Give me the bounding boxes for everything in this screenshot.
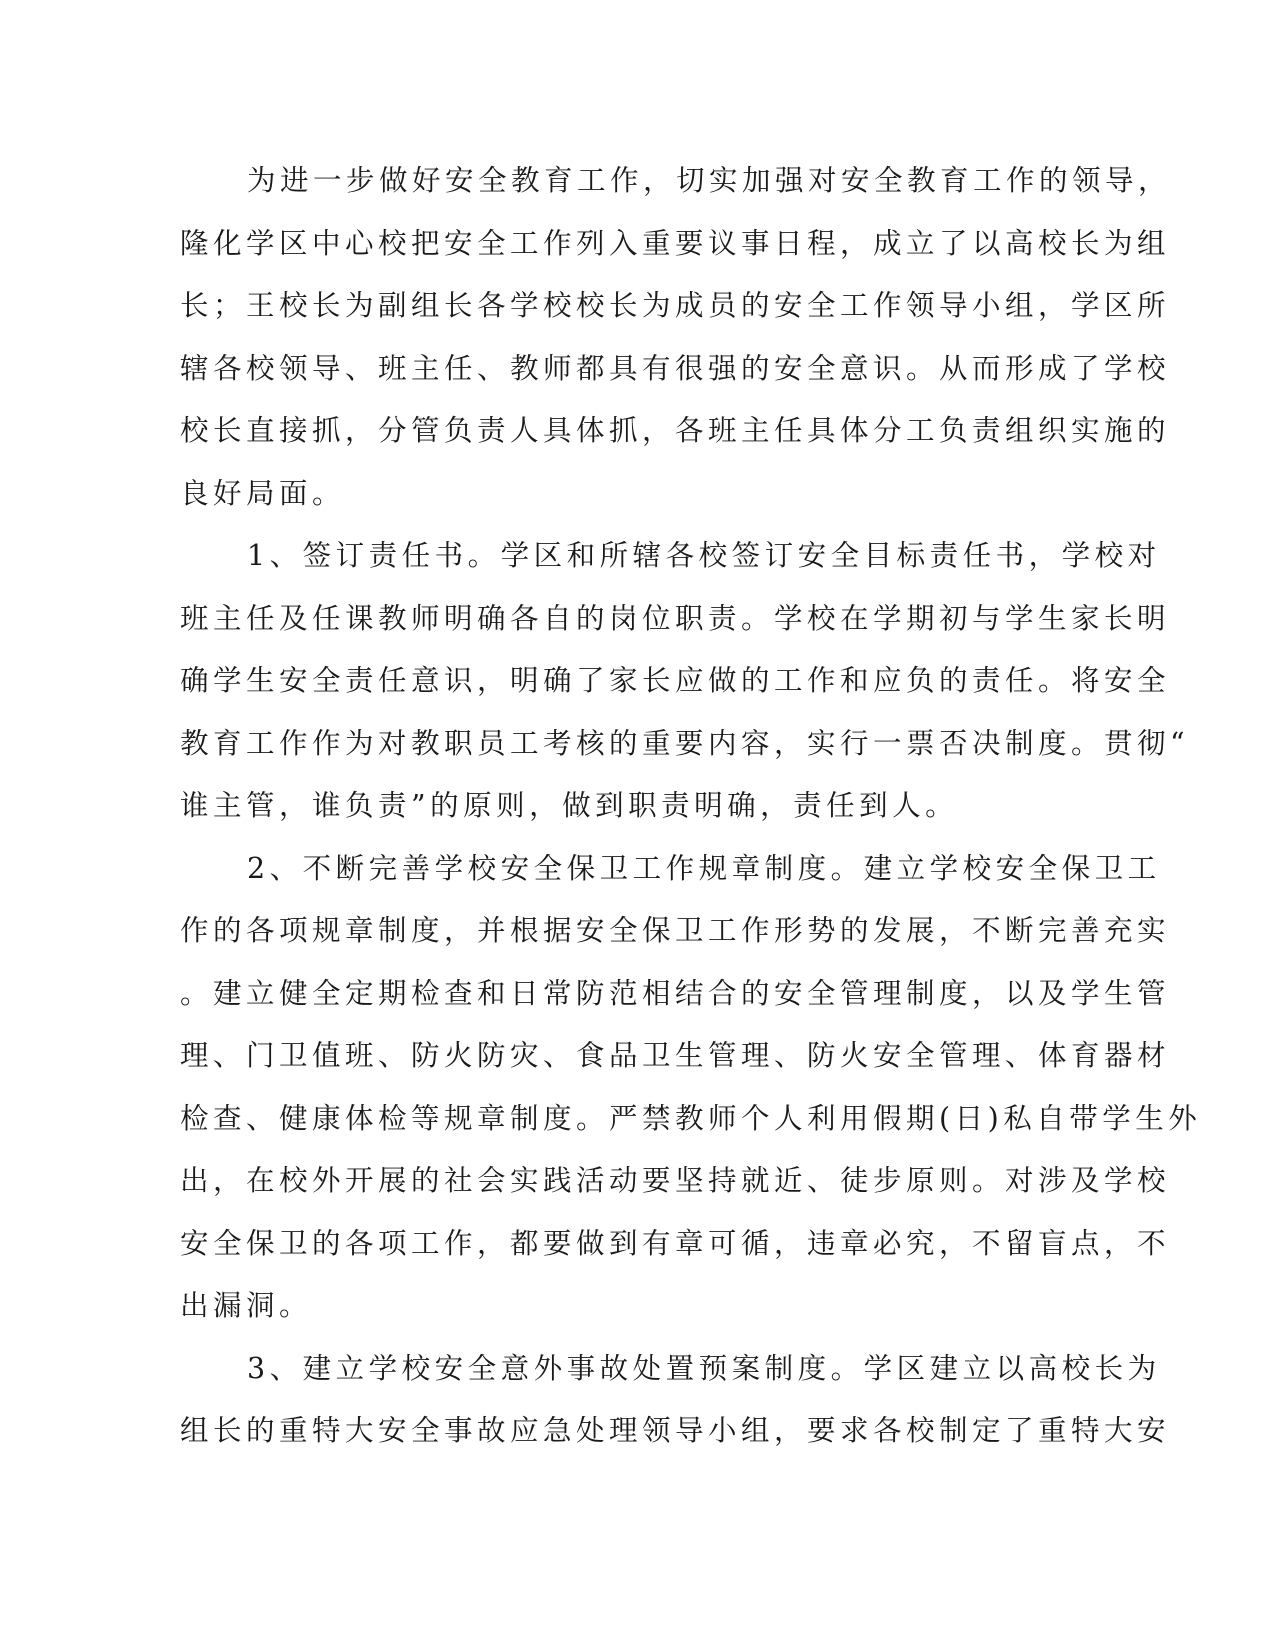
- text-line: 为进一步做好安全教育工作，切实加强对安全教育工作的领导，: [247, 164, 1172, 197]
- text-line: 组长的重特大安全事故应急处理领导小组，要求各校制定了重特大安: [180, 1414, 1171, 1447]
- text-line: 出漏洞。: [180, 1289, 313, 1322]
- paragraph-intro: [180, 150, 1172, 525]
- body-text: [180, 150, 1202, 1463]
- text-line: 良好局面。: [180, 476, 346, 510]
- text-line: 确学生安全责任意识，明确了家长应做的工作和应负的责任。将安全: [180, 664, 1171, 697]
- text-line: 作的各项规章制度，并根据安全保卫工作形势的发展，不断完善充实: [180, 914, 1171, 947]
- text-line: 。建立健全定期检查和日常防范相结合的安全管理制度，以及学生管: [180, 976, 1171, 1010]
- text-line: 1、签订责任书。学区和所辖各校签订安全目标责任书，学校对: [247, 539, 1161, 572]
- text-line: 辖各校领导、班主任、教师都具有很强的安全意识。从而形成了学校: [180, 351, 1171, 385]
- paragraph-item-3: [180, 1338, 1171, 1463]
- paragraph-item-2: [180, 838, 1202, 1338]
- text-line: 2、不断完善学校安全保卫工作规章制度。建立学校安全保卫工: [247, 851, 1161, 885]
- text-line: 出，在校外开展的社会实践活动要坚持就近、徒步原则。对涉及学校: [180, 1164, 1171, 1197]
- text-line: 理、门卫值班、防火防灾、食品卫生管理、防火安全管理、体育器材: [180, 1039, 1171, 1072]
- text-line: 隆化学区中心校把安全工作列入重要议事日程，成立了以高校长为组: [180, 226, 1171, 260]
- text-line: 长；王校长为副组长各学校校长为成员的安全工作领导小组，学区所: [180, 289, 1171, 322]
- text-line: 校长直接抓，分管负责人具体抓，各班主任具体分工负责组织实施的: [180, 414, 1171, 447]
- text-line: 检查、健康体检等规章制度。严禁教师个人利用假期(日)私自带学生外: [180, 1101, 1202, 1135]
- paragraph-item-1: [180, 525, 1190, 838]
- text-line: 安全保卫的各项工作，都要做到有章可循，违章必究，不留盲点，不: [180, 1226, 1171, 1260]
- text-line: 教育工作作为对教职员工考核的重要内容，实行一票否决制度。贯彻“: [180, 726, 1190, 760]
- text-line: 谁主管，谁负责”的原则，做到职责明确，责任到人。: [180, 789, 959, 822]
- text-line: 3、建立学校安全意外事故处置预案制度。学区建立以高校长为: [247, 1351, 1161, 1385]
- text-line: 班主任及任课教师明确各自的岗位职责。学校在学期初与学生家长明: [180, 601, 1171, 635]
